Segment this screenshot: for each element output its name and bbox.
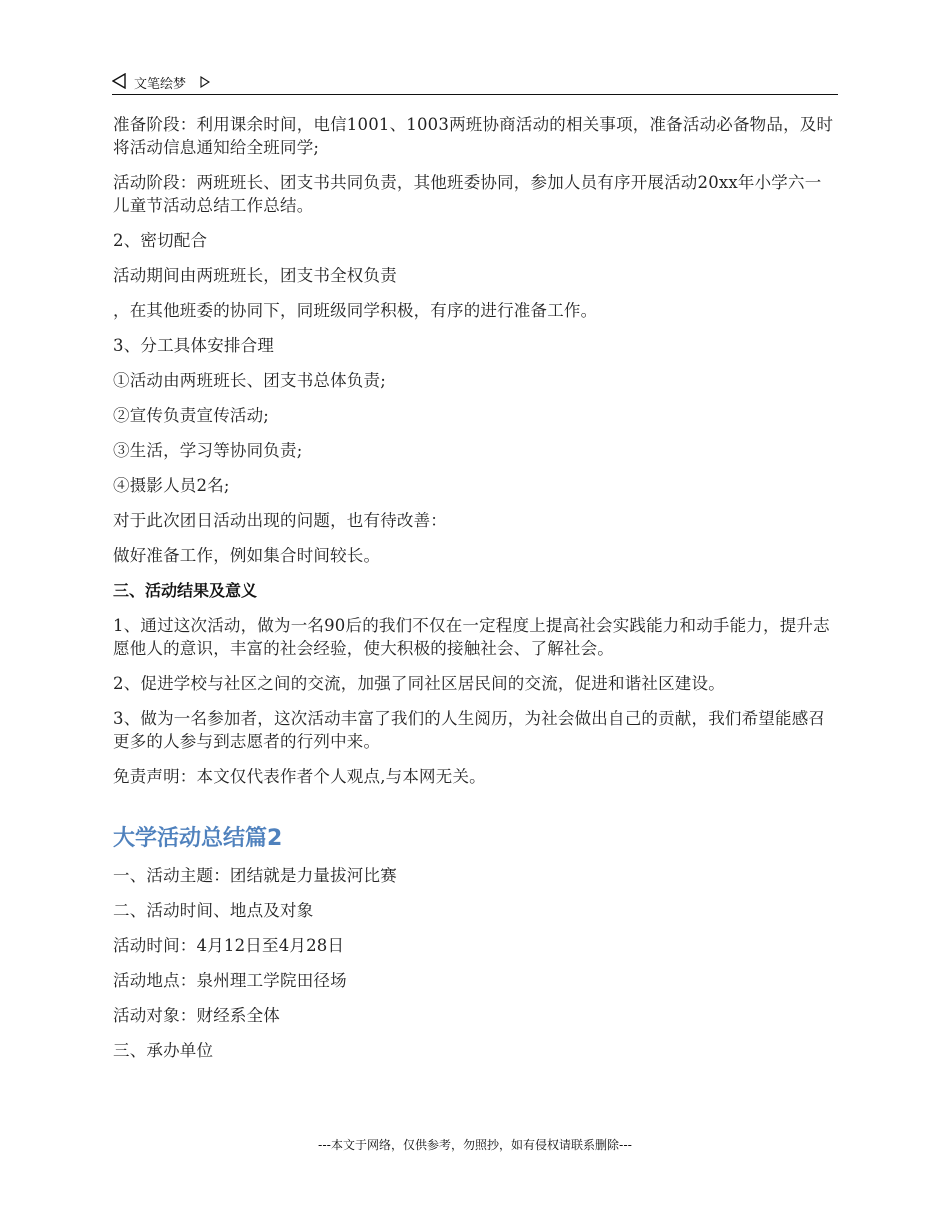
list-item-1: ①活动由两班班长、团支书总体负责; <box>113 371 386 390</box>
list-item-3: ③生活，学习等协同负责; <box>113 441 303 460</box>
paragraph-coordination: ，在其他班委的协同下，同班级同学积极，有序的进行准备工作。 <box>113 301 598 320</box>
subheading-division-of-labor: 3、分工具体安排合理 <box>113 336 274 355</box>
triangle-left-icon <box>112 73 126 89</box>
paragraph-time: 活动时间：4月12日至4月28日 <box>113 936 345 955</box>
document-body <box>113 113 837 1074</box>
header-title: 文笔绘梦 <box>134 77 187 92</box>
paragraph-problems: 对于此次团日活动出现的问题，也有待改善： <box>113 511 447 530</box>
triangle-right-icon <box>200 73 210 85</box>
page-footer: ---本文于网络，仅供参考，勿照抄，如有侵权请联系删除--- <box>318 1138 632 1152</box>
chapter-title: 大学活动总结篇2 <box>113 826 283 851</box>
paragraph-time-place-heading: 二、活动时间、地点及对象 <box>113 901 314 920</box>
paragraph-result-2: 2、促进学校与社区之间的交流，加强了同社区居民间的交流，促进和谐社区建设。 <box>113 674 725 693</box>
paragraph-improvement: 做好准备工作，例如集合时间较长。 <box>113 546 381 565</box>
subheading-cooperation: 2、密切配合 <box>113 231 208 250</box>
paragraph-responsibility: 活动期间由两班班长，团支书全权负责 <box>113 266 397 285</box>
paragraph-preparation: 准备阶段：利用课余时间，电信1001、1003两班协商活动的相关事项，准备活动必备物品，及时将活动信息通知给全班同学; <box>113 115 834 157</box>
paragraph-result-1: 1、通过这次活动，做为一名90后的我们不仅在一定程度上提高社会实践能力和动手能力，提升志愿他人的意识，丰富的社会经验，使大积极的接触社会、了解社会。 <box>113 616 830 658</box>
paragraph-target: 活动对象：财经系全体 <box>113 1006 280 1025</box>
list-item-2: ②宣传负责宣传活动; <box>113 406 270 425</box>
paragraph-place: 活动地点：泉州理工学院田径场 <box>113 971 347 990</box>
section-heading-results: 三、活动结果及意义 <box>113 581 258 600</box>
list-item-4: ④摄影人员2名; <box>113 476 230 495</box>
paragraph-theme: 一、活动主题：团结就是力量拔河比赛 <box>113 866 397 885</box>
paragraph-organizer: 三、承办单位 <box>113 1041 214 1060</box>
paragraph-activity-stage: 活动阶段：两班班长、团支书共同负责，其他班委协同，参加人员有序开展活动20xx年小学六一儿童节活动总结工作总结。 <box>113 173 822 215</box>
paragraph-result-3: 3、做为一名参加者，这次活动丰富了我们的人生阅历，为社会做出自己的贡献，我们希望能感召更多的人参与到志愿者的行列中来。 <box>113 709 826 751</box>
paragraph-disclaimer: 免责声明：本文仅代表作者个人观点,与本网无关。 <box>113 767 486 786</box>
page-header <box>112 70 838 95</box>
